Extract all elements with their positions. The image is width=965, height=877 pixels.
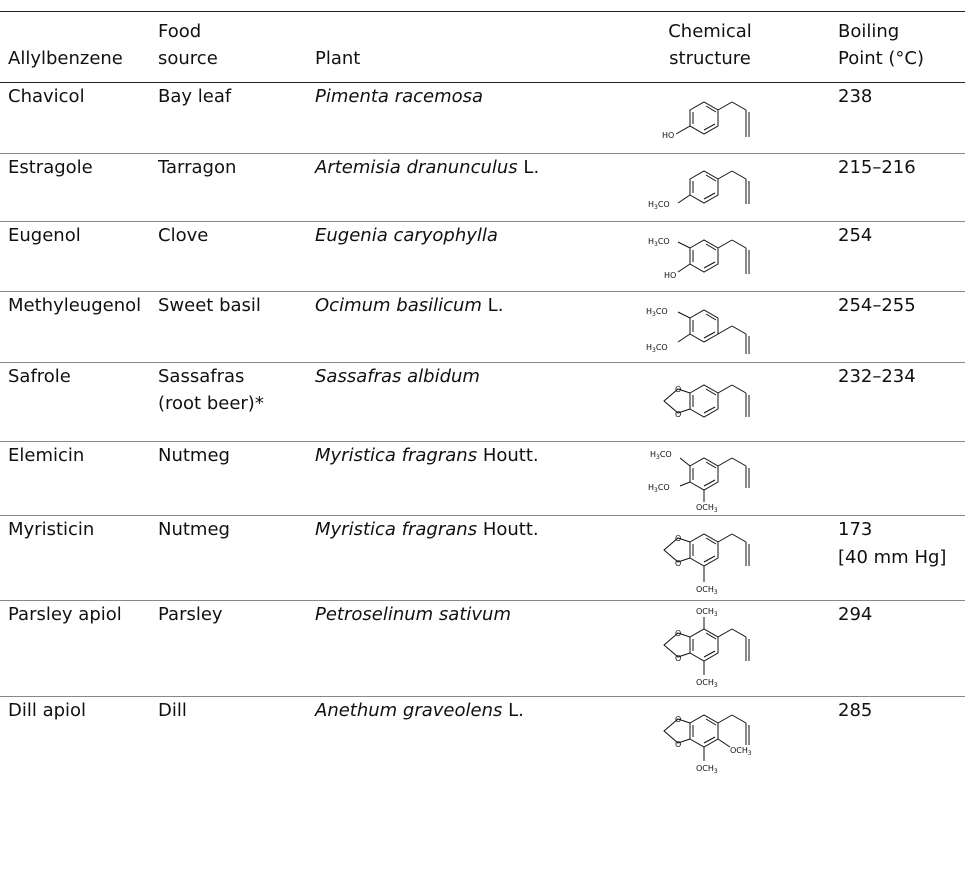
boiling-point: 294 [838, 604, 873, 625]
plant-name: Myristica fragrans Houtt. [315, 445, 539, 466]
svg-text:O: O [675, 559, 682, 568]
svg-text:O: O [675, 629, 682, 638]
svg-text:OCH3: $OCH_3$ [696, 678, 718, 689]
table-top-rule [0, 11, 965, 12]
table-row [0, 442, 965, 516]
boiling-point: 173 [40 mm Hg] [838, 519, 947, 568]
food-source: Sassafras (root beer)* [158, 366, 264, 414]
svg-text:H3CO: $H_3CO$ [646, 307, 668, 318]
svg-text:OCH3: $OCH_3$ [730, 746, 752, 757]
elemicin-structure [640, 446, 780, 514]
allylbenzene-name: Parsley apiol [8, 604, 122, 625]
food-source: Tarragon [158, 157, 237, 178]
food-source: Clove [158, 225, 209, 246]
header-plant: Plant [315, 48, 361, 69]
plant-name: Artemisia dranunculus L. [315, 157, 540, 178]
plant-name: Myristica fragrans Houtt. [315, 519, 539, 540]
svg-text:OCH3: $OCH_3$ [696, 503, 718, 514]
svg-text:OCH3: $OCH_3$ [696, 607, 718, 618]
table-row [0, 292, 965, 363]
svg-text:O: O [675, 654, 682, 663]
table-row [0, 363, 965, 442]
svg-text:H3CO: $H_3CO$ [650, 450, 672, 461]
svg-text:H3CO: $H_3CO$ [648, 200, 670, 211]
allylbenzene-name: Chavicol [8, 86, 85, 107]
header-boiling-point: Boiling Point (°C) [838, 21, 925, 69]
boiling-point: 285 [838, 700, 873, 721]
svg-text:H3CO: $H_3CO$ [648, 483, 670, 494]
svg-text:OCH3: $OCH_3$ [696, 585, 718, 596]
allylbenzene-name: Eugenol [8, 225, 81, 246]
allylbenzene-name: Myristicin [8, 519, 95, 540]
food-source: Dill [158, 700, 187, 721]
svg-text:HO: HO [664, 271, 677, 280]
allylbenzene-name: Dill apiol [8, 700, 87, 721]
table-row [0, 83, 965, 154]
food-source: Nutmeg [158, 519, 230, 540]
svg-text:H3CO: $H_3CO$ [648, 237, 670, 248]
svg-text:HO: HO [662, 131, 675, 140]
food-source: Sweet basil [158, 295, 261, 316]
plant-name: Eugenia caryophylla [315, 225, 498, 246]
myristicin-structure [640, 522, 780, 598]
eugenol-structure [640, 228, 780, 290]
boiling-point: 215–216 [838, 157, 916, 178]
svg-text:OCH3: $OCH_3$ [696, 764, 718, 775]
table-row [0, 516, 965, 601]
food-source: Bay leaf [158, 86, 232, 107]
table-row [0, 601, 965, 697]
parsley-apiol-structure [640, 605, 780, 695]
food-source: Nutmeg [158, 445, 230, 466]
svg-text:O: O [675, 385, 682, 394]
allylbenzene-name: Elemicin [8, 445, 85, 466]
dill-apiol-structure [640, 703, 780, 785]
header-allylbenzene: Allylbenzene [8, 48, 123, 69]
boiling-point: 254–255 [838, 295, 916, 316]
plant-name: Sassafras albidum [315, 366, 480, 387]
svg-text:O: O [675, 740, 682, 749]
allylbenzene-name: Estragole [8, 157, 93, 178]
food-source: Parsley [158, 604, 223, 625]
plant-name: Ocimum basilicum L. [315, 295, 504, 316]
svg-text:O: O [675, 534, 682, 543]
boiling-point: 238 [838, 86, 873, 107]
methyleugenol-structure [640, 298, 780, 360]
header-chemical-structure: Chemical structure [668, 21, 752, 69]
table-row [0, 222, 965, 292]
boiling-point: 254 [838, 225, 873, 246]
svg-text:H3CO: $H_3CO$ [646, 343, 668, 354]
plant-name: Anethum graveolens L. [315, 700, 524, 721]
allylbenzene-name: Safrole [8, 366, 71, 387]
table-row [0, 154, 965, 222]
chavicol-structure [640, 91, 780, 151]
boiling-point: 232–234 [838, 366, 916, 387]
plant-name: Pimenta racemosa [315, 86, 484, 107]
plant-name: Petroselinum sativum [315, 604, 511, 625]
safrole-structure [640, 373, 780, 433]
svg-text:O: O [675, 410, 682, 419]
estragole-structure [640, 160, 780, 220]
table-row [0, 697, 965, 787]
header-food-source: Food source [158, 21, 218, 69]
svg-text:O: O [675, 715, 682, 724]
allylbenzene-name: Methyleugenol [8, 295, 142, 316]
